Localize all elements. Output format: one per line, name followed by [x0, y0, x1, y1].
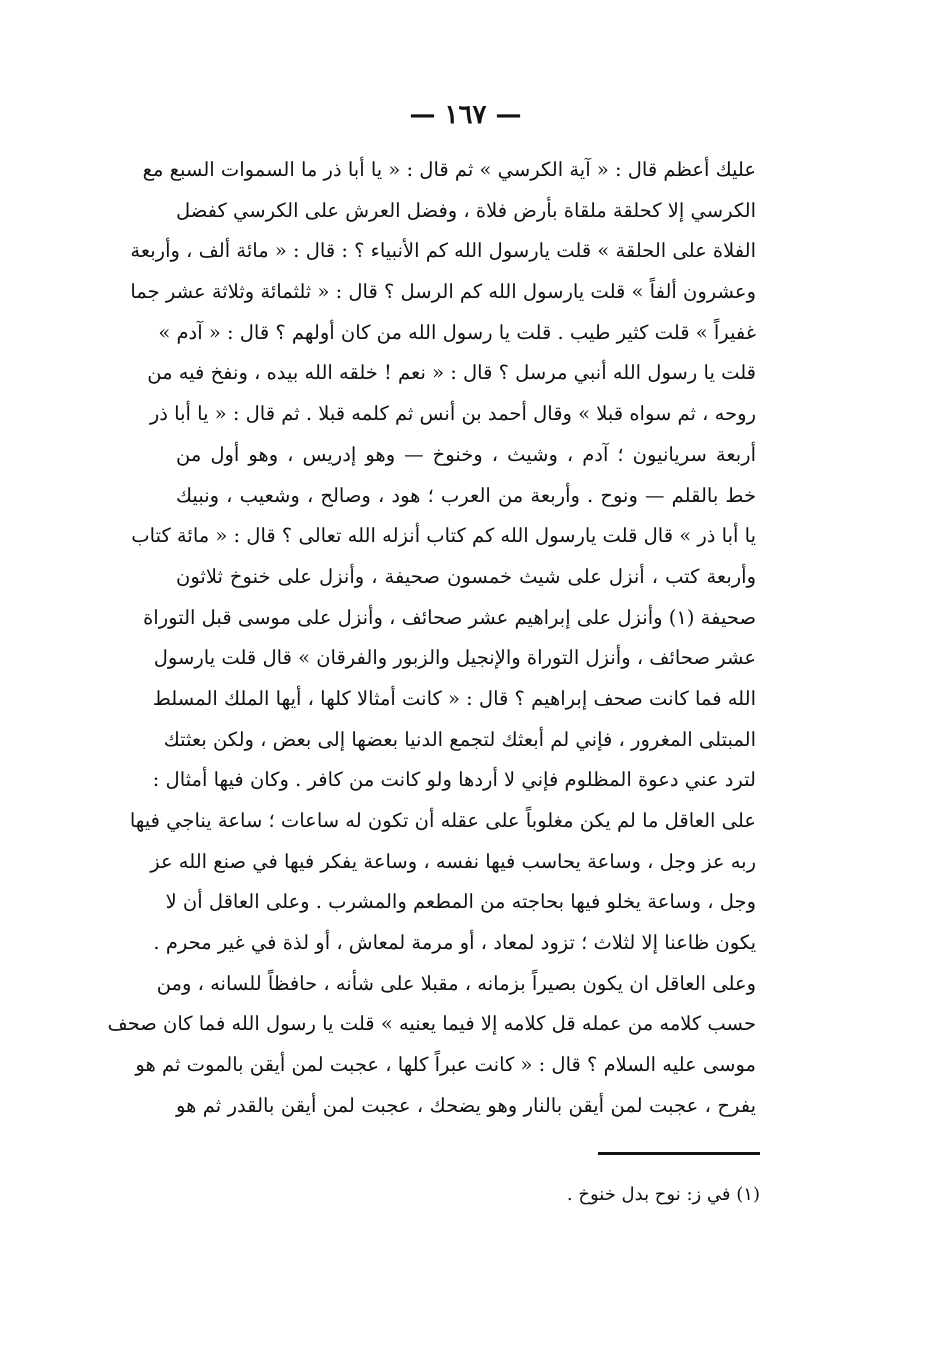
text-line: المبتلى المغرور ، فإني لم أبعثك لتجمع الدنيا بعضها إلى بعض ، ولكن بعثتك [163, 727, 756, 751]
text-line: ربه عز وجل ، وساعة يحاسب فيها نفسه ، وساعة يفكر فيها في صنع الله عز [150, 849, 756, 873]
text-line: خط بالقلم — ونوح . وأربعة من العرب ؛ هود ، وصالح ، وشعيب ، ونبيك [176, 483, 756, 507]
text-line: وجل ، وساعة يخلو فيها بحاجته من المطعم والمشرب . وعلى العاقل أن لا [165, 890, 756, 914]
footnote: (١) في ز: نوح بدل خنوخ . [566, 1184, 760, 1205]
text-line: وعشرون ألفاً » قلت يارسول الله كم الرسل ؟ قال : « ثلثمائة وثلاثة عشر جما [130, 280, 756, 304]
footnote-divider [598, 1152, 760, 1155]
text-line: على العاقل ما لم يكن مغلوباً على عقله أن تكون له ساعات ؛ ساعة يناجي فيها [129, 809, 756, 832]
text-line: روحه ، ثم سواه قبلا » وقال أحمد بن أنس ثم كلمه قبلا . ثم قال : « يا أبا ذر [149, 402, 756, 426]
text-line: لترد عني دعوة المظلوم فإني لا أردها ولو كانت من كافر . وكان فيها أمثال : [152, 768, 756, 792]
text-line: موسى عليه السلام ؟ قال : « كانت عبراً كلها ، عجبت لمن أيقن بالموت ثم هو [135, 1053, 756, 1077]
text-line: غفيراً » قلت كثير طيب . قلت يا رسول الله من كان أولهم ؟ قال : « آدم » [158, 320, 756, 344]
text-line: وأربعة كتب ، أنزل على شيث خمسون صحيفة ، وأنزل على خنوخ ثلاثون [176, 564, 756, 588]
text-line: وعلى العاقل ان يكون بصيراً بزمانه ، مقبلا على شأنه ، حافظاً للسانه ، ومن [156, 971, 756, 995]
text-line: حسب كلامه من عمله قل كلامه إلا فيما يعنيه » قلت يا رسول الله فما كان صحف [107, 1012, 756, 1036]
text-line: قلت يا رسول الله أنبي مرسل ؟ قال : « نعم ! خلقه الله بيده ، ونفخ فيه من [147, 361, 756, 385]
text-line: صحيفة (١) وأنزل على إبراهيم عشر صحائف ، وأنزل على موسى قبل التوراة [143, 605, 756, 629]
page-number: — ١٦٧ — [409, 100, 522, 130]
main-text-block [107, 150, 756, 1127]
text-line: يا أبا ذر » قال قلت يارسول الله كم كتاب أنزله الله تعالى ؟ قال : « مائة كتاب [131, 524, 756, 548]
text-line: أربعة سريانيون ؛ آدم ، وشيث ، وخنوخ — وهو إدريس ، وهو أول من [176, 442, 756, 466]
text-line: الفلاة على الحلقة » قلت يارسول الله كم الأنبياء ؟ : قال : « مائة ألف ، وأربعة [130, 239, 756, 263]
text-line: يفرح ، عجبت لمن أيقن بالنار وهو يضحك ، عجبت لمن أيقن بالقدر ثم هو [176, 1093, 756, 1117]
text-line: عشر صحائف ، وأنزل التوراة والإنجيل والزبور والفرقان » قال قلت يارسول [153, 646, 756, 670]
text-line: يكون ظاعنا إلا لثلاث ؛ تزود لمعاد ، أو مرمة لمعاش ، أو لذة في غير محرم . [153, 931, 756, 955]
text-line: عليك أعظم قال : « آية الكرسي » ثم قال : « يا أبا ذر ما السموات السبع مع [142, 158, 756, 181]
text-line: الكرسي إلا كحلقة ملقاة بأرض فلاة ، وفضل العرش على الكرسي كفضل [176, 198, 756, 222]
text-line: الله فما كانت صحف إبراهيم ؟ قال : « كانت أمثالا كلها ، أيها الملك المسلط [152, 686, 756, 710]
